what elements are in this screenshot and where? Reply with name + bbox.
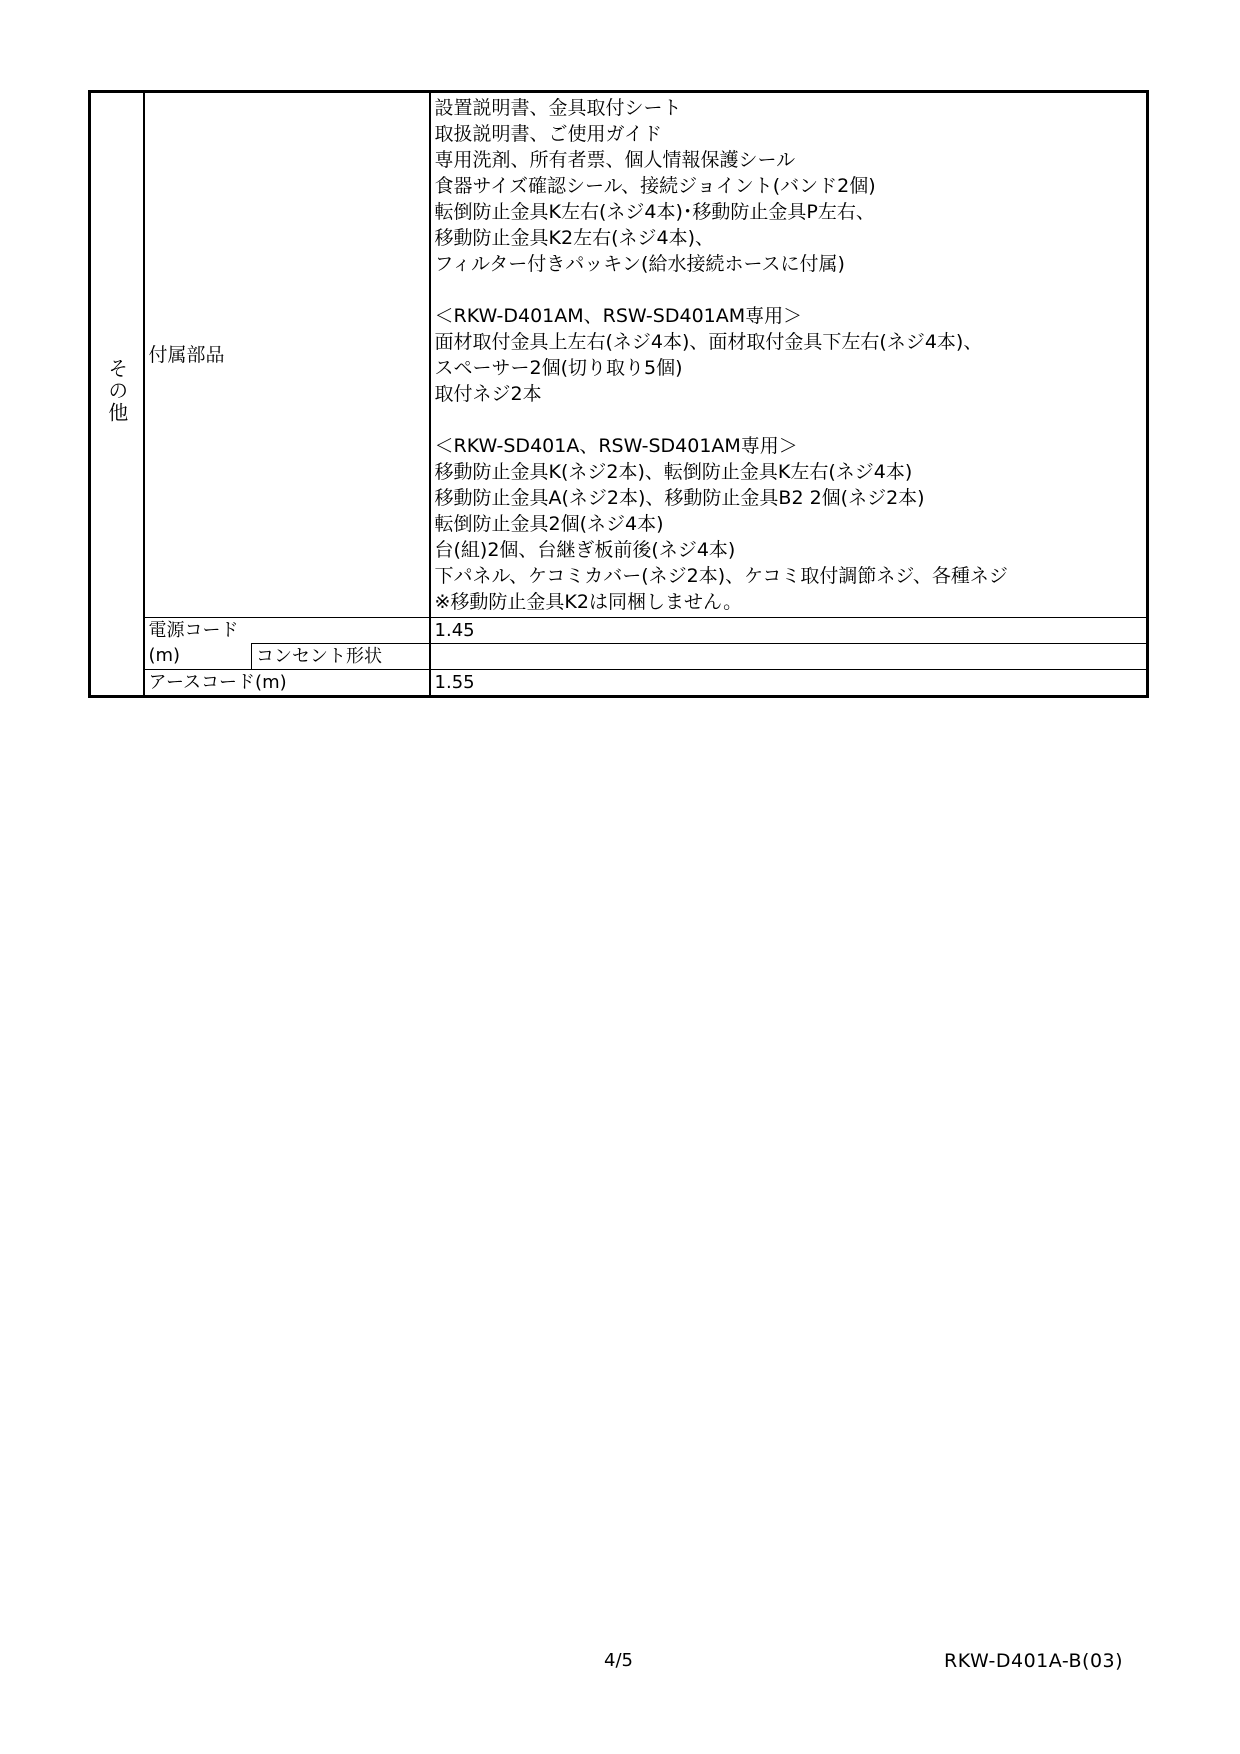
accessories-list: [435, 93, 1147, 617]
earth-cord-value: 1.55: [434, 671, 475, 693]
spec-table: [88, 90, 1149, 698]
earth-cord-row: [90, 670, 1148, 697]
power-cord-value-cell: [430, 618, 1148, 644]
power-cord-unit: (m): [148, 645, 181, 667]
page-number: 4/5: [604, 1650, 633, 1671]
outlet-label-cell: [252, 644, 430, 670]
accessory-line: 移動防止金具K2左右(ネジ4本)、: [434, 227, 714, 249]
document-code: RKW-D401A-B(03): [944, 1650, 1124, 1672]
accessory-line: フィルター付きパッキン(給水接続ホースに付属): [434, 253, 845, 275]
power-cord-value: 1.45: [434, 619, 475, 641]
accessories-label: 付属部品: [148, 344, 225, 366]
group-label: その他: [104, 357, 129, 424]
accessory-line: 専用洗剤、所有者票、個人情報保護シール: [434, 149, 796, 171]
accessory-note: ※移動防止金具K2は同梱しません。: [434, 591, 743, 613]
accessory-section-heading: ＜RKW-SD401A、RSW-SD401AM専用＞: [434, 435, 798, 457]
outlet-value-cell: [430, 644, 1148, 670]
earth-cord-label-cell: [144, 670, 430, 697]
accessories-row: [90, 92, 1148, 618]
group-cell-other: [90, 92, 144, 697]
power-cord-label: 電源コード: [148, 619, 239, 641]
earth-cord-value-cell: [430, 670, 1148, 697]
accessory-blank-line: [435, 407, 1147, 433]
accessory-line: 移動防止金具K(ネジ2本)、転倒防止金具K左右(ネジ4本): [434, 461, 913, 483]
accessory-line: 転倒防止金具K左右(ネジ4本)･移動防止金具P左右、: [434, 201, 875, 223]
accessories-label-cell: [144, 92, 430, 618]
accessory-line: 転倒防止金具2個(ネジ4本): [434, 513, 664, 535]
earth-cord-label: アースコード(m): [148, 671, 287, 693]
power-cord-unit-cell: [144, 644, 252, 670]
accessory-line: スペーサー2個(切り取り5個): [434, 357, 683, 379]
accessory-line: 移動防止金具A(ネジ2本)、移動防止金具B2 2個(ネジ2本): [434, 487, 925, 509]
accessory-line: 下パネル、ケコミカバー(ネジ2本)、ケコミ取付調節ネジ、各種ネジ: [434, 565, 1008, 587]
accessories-value-cell: [430, 92, 1148, 618]
accessory-line: 面材取付金具上左右(ネジ4本)、面材取付金具下左右(ネジ4本)、: [434, 331, 983, 353]
outlet-label: コンセント形状: [256, 645, 382, 667]
accessory-blank-line: [435, 277, 1147, 303]
outlet-row: [90, 644, 1148, 670]
accessory-line: 食器サイズ確認シール、接続ジョイント(バンド2個): [434, 175, 876, 197]
accessory-line: 取付ネジ2本: [434, 383, 542, 405]
accessory-line: 台(組)2個、台継ぎ板前後(ネジ4本): [434, 539, 736, 561]
accessory-section-heading: ＜RKW-D401AM、RSW-SD401AM専用＞: [434, 305, 803, 327]
power-cord-label-cell: [144, 618, 430, 644]
accessory-line: 取扱説明書、ご使用ガイド: [434, 123, 662, 145]
accessory-line: 設置説明書、金具取付シート: [434, 97, 682, 119]
power-cord-row: [90, 618, 1148, 644]
